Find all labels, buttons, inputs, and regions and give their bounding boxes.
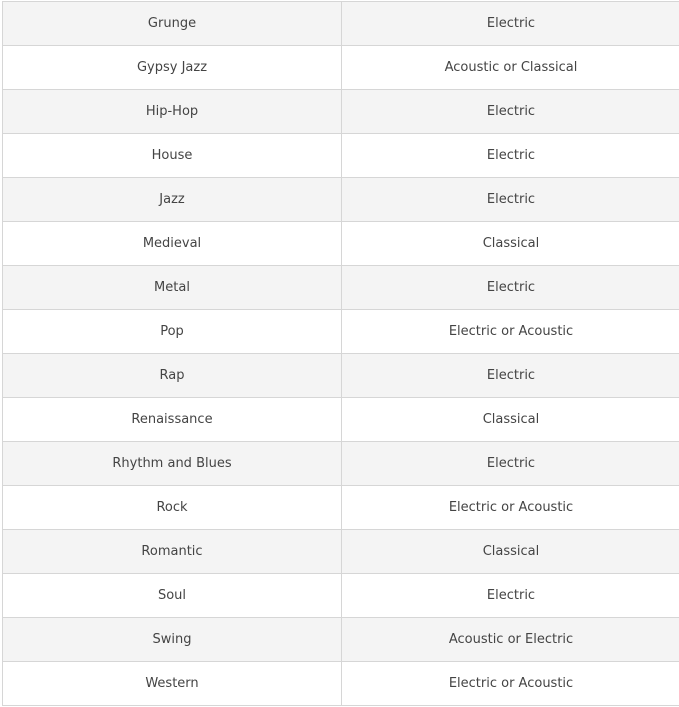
genre-cell: Western <box>3 662 342 705</box>
genre-cell: Rhythm and Blues <box>3 442 342 485</box>
table-row <box>3 310 679 354</box>
genre-cell: Renaissance <box>3 398 342 441</box>
guitar-type-cell: Classical <box>482 544 540 559</box>
genre-cell: Grunge <box>3 2 342 45</box>
guitar-type-cell: Electric <box>486 456 536 471</box>
table-row <box>3 2 679 46</box>
genre-cell: Swing <box>3 618 342 661</box>
table-row <box>3 134 679 178</box>
table-row <box>3 486 679 530</box>
guitar-type-cell: Electric <box>486 280 536 295</box>
guitar-type-cell: Electric <box>486 192 536 207</box>
genre-cell: Metal <box>3 266 342 309</box>
guitar-type-cell: Electric or Acoustic <box>448 676 574 691</box>
guitar-type-cell: Electric <box>486 588 536 603</box>
genre-cell: Medieval <box>3 222 342 265</box>
table-row <box>3 354 679 398</box>
genre-cell: House <box>3 134 342 177</box>
guitar-type-cell: Electric <box>486 148 536 163</box>
genre-cell: Pop <box>3 310 342 353</box>
genre-cell: Gypsy Jazz <box>3 46 342 89</box>
genre-cell: Rap <box>3 354 342 397</box>
table-row <box>3 662 679 706</box>
guitar-type-cell: Electric or Acoustic <box>448 500 574 515</box>
guitar-type-cell: Classical <box>482 236 540 251</box>
table-row <box>3 46 679 90</box>
guitar-type-cell: Electric <box>486 104 536 119</box>
guitar-type-cell: Electric or Acoustic <box>448 324 574 339</box>
table-row <box>3 222 679 266</box>
genre-cell: Hip-Hop <box>3 90 342 133</box>
genre-guitar-table <box>2 1 679 706</box>
genre-cell: Rock <box>3 486 342 529</box>
table-row <box>3 442 679 486</box>
guitar-type-cell: Acoustic or Classical <box>444 60 578 75</box>
table-row <box>3 618 679 662</box>
genre-cell: Romantic <box>3 530 342 573</box>
guitar-type-cell: Electric <box>486 368 536 383</box>
guitar-type-cell: Electric <box>486 16 536 31</box>
genre-cell: Soul <box>3 574 342 617</box>
guitar-type-cell: Classical <box>482 412 540 427</box>
table-row <box>3 530 679 574</box>
table-row <box>3 178 679 222</box>
table-row <box>3 398 679 442</box>
table-row <box>3 574 679 618</box>
table-row <box>3 266 679 310</box>
genre-cell: Jazz <box>3 178 342 221</box>
table-row <box>3 90 679 134</box>
guitar-type-cell: Acoustic or Electric <box>448 632 574 647</box>
